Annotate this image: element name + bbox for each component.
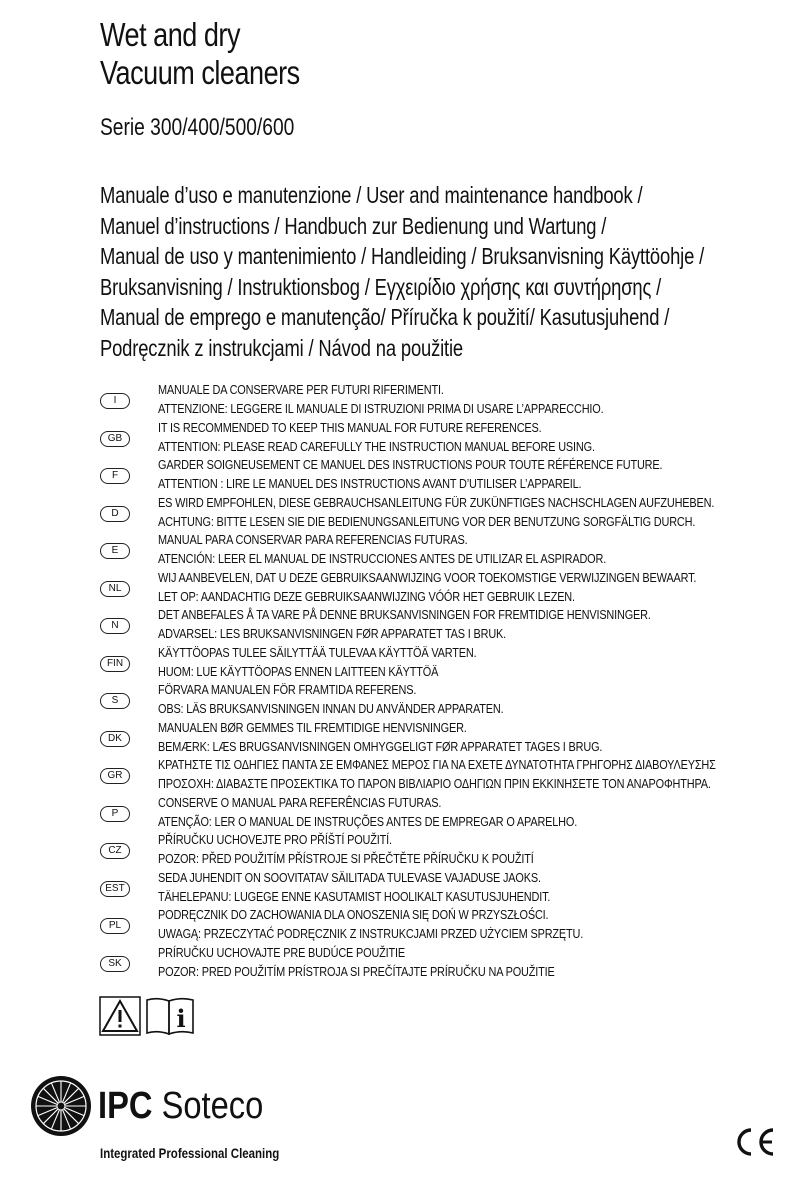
language-code-badge: F [100, 468, 130, 484]
language-code-badge: DK [100, 731, 130, 747]
brand-name [98, 1084, 263, 1128]
title-line-1: Wet and dry [100, 16, 240, 53]
notice-keep-line: CONSERVE O MANUAL PARA REFERÊNCIAS FUTURAS. [158, 794, 442, 810]
notice-attention-line: ADVARSEL: LES BRUKSANVISNINGEN FØR APPARATET TAS I BRUK. [158, 626, 507, 641]
notice-attention-line: POZOR: PŘED POUŽITÍM PŘÍSTROJE SI PŘEČTĚTE PŘÍRUČKU K POUŽITÍ [158, 851, 534, 866]
notice-keep-line: ES WIRD EMPFOHLEN, DIESE GEBRAUCHSANLEITUNG FÜR ZUKÜNFTIGES NACHSCHLAGEN AUFZUHEBEN. [158, 494, 715, 510]
language-code-badge: I [100, 393, 130, 409]
handbook-line: Manuel d’instructions / Handbuch zur Bedienung und Wartung / [100, 212, 607, 239]
notice-keep-line: ΚΡΑΤΗΣΤΕ ΤΙΣ ΟΔΗΓΙΕΣ ΠΑΝΤΑ ΣΕ ΕΜΦΑΝΕΣ ΜΕΡΟΣ ΓΙΑ ΝΑ ΕΧΕΤΕ ΔΥΝΑΤΟΤΗΤΑ ΓΡΗΓΟΡΗΣ ΔΙΑΒΟΥΛΕΥΣΗΣ [158, 757, 716, 772]
handbook-line: Podręcznik z instrukcjami / Návod na použitie [100, 334, 464, 361]
notice-keep-line: MANUALE DA CONSERVARE PER FUTURI RIFERIMENTI. [158, 382, 444, 397]
handbook-line: Bruksanvisning / Instruktionsbog / Εγχειρίδιο χρήσης και συντήρησης / [100, 273, 662, 300]
language-code-badge: PL [100, 918, 130, 934]
notice-attention-line: UWAGĄ: PRZECZYTAĆ PODRĘCZNIK Z INSTRUKCJAMI PRZED UŻYCIEM SPRZĘTU. [158, 926, 584, 941]
brand-name-light: Soteco [152, 1085, 264, 1127]
notice-attention-line: LET OP: AANDACHTIG DEZE GEBRUIKSAANWIJZING VÓÓR HET GEBRUIK LEZEN. [158, 588, 575, 604]
ce-mark-icon [732, 1127, 776, 1157]
language-code-badge: P [100, 806, 130, 822]
notice-attention-line: ATTENTION : LIRE LE MANUEL DES INSTRUCTIONS AVANT D’UTILISER L’APPAREIL. [158, 476, 582, 491]
notice-attention-line: HUOM: LUE KÄYTTÖOPAS ENNEN LAITTEEN KÄYTTÖÄ [158, 663, 439, 679]
notice-attention-line: ATTENTION: PLEASE READ CAREFULLY THE INSTRUCTION MANUAL BEFORE USING. [158, 438, 595, 454]
notice-attention-line: ATTENZIONE: LEGGERE IL MANUALE DI ISTRUZIONI PRIMA DI USARE L’APPARECCHIO. [158, 401, 604, 416]
language-code-badge: E [100, 543, 130, 559]
brand-emblem-icon [30, 1075, 92, 1137]
brand-tagline: Integrated Professional Cleaning [100, 1145, 280, 1161]
language-code-badge: FIN [100, 656, 130, 672]
notice-attention-line: ΠΡΟΣΟΧΗ: ΔΙΑΒΑΣΤΕ ΠΡΟΣΕΚΤΙΚΑ ΤΟ ΠΑΡΟΝ ΒΙΒΛΙΑΡΙΟ ΟΔΗΓΙΩΝ ΠΡΙΝ ΕΚΚΙΝΗΣΕΤΕ ΤΟΝ ΑΝΑΡΟΦΗΤΗΡΑ. [158, 776, 711, 791]
language-code-badge: GB [100, 431, 130, 447]
document-title [100, 16, 300, 92]
info-letter: i [176, 1004, 186, 1033]
language-code-badge: NL [100, 581, 130, 597]
notice-keep-line: PODRĘCZNIK DO ZACHOWANIA DLA ONOSZENIA SIĘ DOŃ W PRZYSZŁOŚCI. [158, 907, 549, 922]
language-code-badge: EST [100, 881, 130, 897]
notice-keep-line: PŘÍRUČKU UCHOVEJTE PRO PŘÍŠTÍ POUŽITÍ. [158, 832, 392, 847]
notice-keep-line: WIJ AANBEVELEN, DAT U DEZE GEBRUIKSAANWIJZING VOOR TOEKOMSTIGE VERWIJZINGEN BEWAART. [158, 569, 697, 585]
language-code-badge: CZ [100, 843, 130, 859]
language-code-badge: N [100, 618, 130, 634]
notice-keep-line: MANUALEN BØR GEMMES TIL FREMTIDIGE HENVISNINGER. [158, 719, 467, 735]
language-code-badge: D [100, 506, 130, 522]
handbook-line: Manual de emprego e manutenção/ Příručka k použití/ Kasutusjuhend / [100, 304, 670, 330]
handbook-title-list [100, 180, 808, 363]
notice-attention-line: ACHTUNG: BITTE LESEN SIE DIE BEDIENUNGSANLEITUNG VOR DER BENUTZUNG SORGFÄLTIG DURCH. [158, 513, 696, 529]
brand-name-bold: IPC [98, 1085, 153, 1127]
brand-logo [30, 1075, 290, 1137]
safety-symbols [99, 996, 195, 1036]
language-code-badge: GR [100, 768, 130, 784]
notice-attention-line: BEMÆRK: LÆS BRUGSANVISNINGEN OMHYGGELIGT FØR APPARATET TAGES I BRUG. [158, 738, 603, 754]
notice-keep-line: KÄYTTÖOPAS TULEE SÄILYTTÄÄ TULEVAA KÄYTTÖÄ VARTEN. [158, 644, 477, 660]
series-subtitle: Serie 300/400/500/600 [100, 114, 295, 141]
notice-attention-line: ATENÇÃO: LER O MANUAL DE INSTRUÇÕES ANTES DE EMPREGAR O APARELHO. [158, 813, 578, 829]
handbook-line: Manuale d’uso e manutenzione / User and maintenance handbook / [100, 182, 643, 208]
handbook-line: Manual de uso y mantenimiento / Handleiding / Bruksanvisning Käyttöohje / [100, 243, 705, 269]
notice-keep-line: PRÍRUČKU UCHOVAJTE PRE BUDÚCE POUŽITIE [158, 944, 406, 960]
notice-keep-line: IT IS RECOMMENDED TO KEEP THIS MANUAL FOR FUTURE REFERENCES. [158, 419, 542, 435]
book-info-icon [145, 996, 195, 1036]
notice-keep-line: FÖRVARA MANUALEN FÖR FRAMTIDA REFERENS. [158, 682, 417, 697]
notice-attention-line: OBS: LÄS BRUKSANVISNINGEN INNAN DU ANVÄNDER APPARATEN. [158, 701, 504, 716]
notice-keep-line: MANUAL PARA CONSERVAR PARA REFERENCIAS FUTURAS. [158, 532, 468, 547]
title-line-2: Vacuum cleaners [100, 54, 300, 91]
language-code-badge: S [100, 693, 130, 709]
notice-keep-line: SEDA JUHENDIT ON SOOVITATAV SÄILITADA TULEVASE VAJADUSE JAOKS. [158, 869, 541, 885]
notice-keep-line: DET ANBEFALES Å TA VARE PÅ DENNE BRUKSANVISNINGEN FOR FREMTIDIGE HENVISNINGER. [158, 607, 651, 622]
language-code-badge: SK [100, 956, 130, 972]
notice-attention-line: ATENCIÓN: LEER EL MANUAL DE INSTRUCCIONES ANTES DE UTILIZAR EL ASPIRADOR. [158, 551, 607, 566]
notice-attention-line: POZOR: PRED POUŽITÍM PRÍSTROJA SI PREČÍTAJTE PRÍRUČKU NA POUŽITIE [158, 963, 555, 979]
notice-keep-line: GARDER SOIGNEUSEMENT CE MANUEL DES INSTRUCTIONS POUR TOUTE RÉFÉRENCE FUTURE. [158, 457, 663, 472]
notice-attention-line: TÄHELEPANU: LUGEGE ENNE KASUTAMIST HOOLIKALT KASUTUSJUHENDIT. [158, 888, 551, 904]
warning-triangle-icon [99, 996, 141, 1036]
